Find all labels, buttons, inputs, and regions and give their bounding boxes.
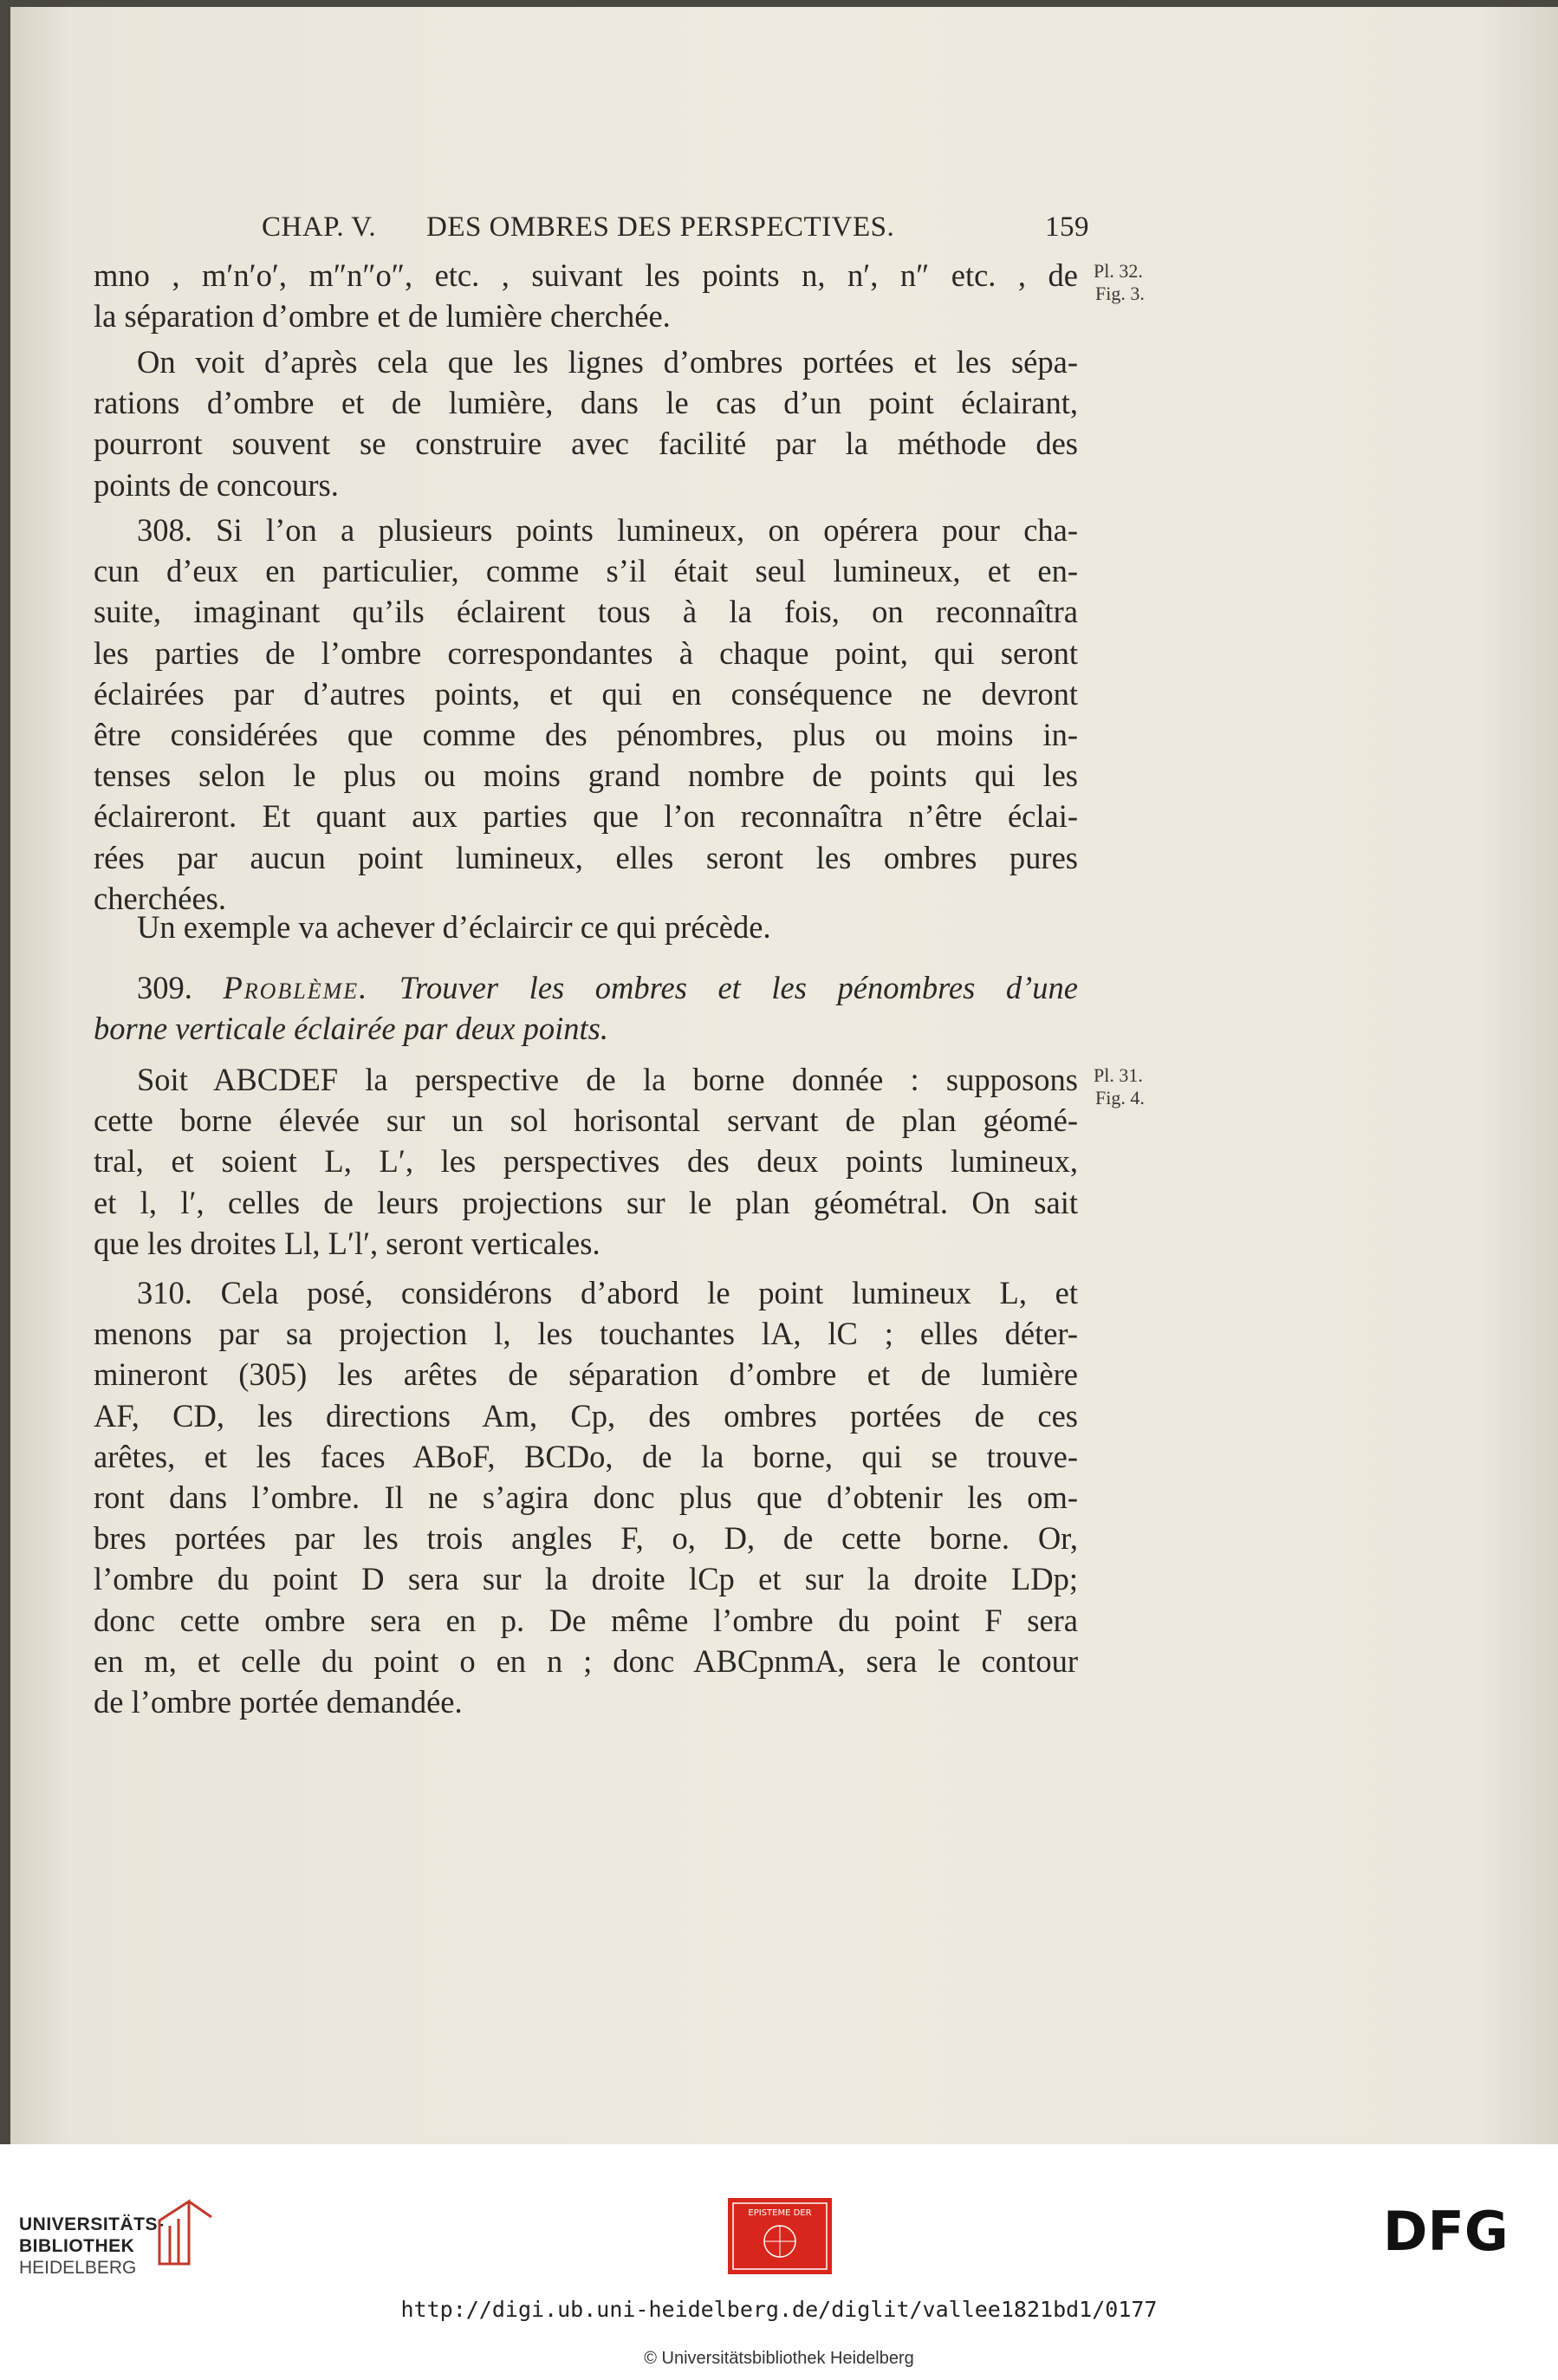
problem-statement-2: borne verticale éclairée par deux points.: [94, 1011, 608, 1047]
text-line: de l’ombre portée demandée.: [94, 1683, 463, 1720]
permalink-url[interactable]: http://digi.ub.uni-heidelberg.de/diglit/vallee1821bd1/0177: [400, 2297, 1158, 2322]
running-head: [262, 211, 1089, 251]
episteme-logo[interactable]: [728, 2198, 832, 2274]
text-line: suite, imaginant qu’ils éclairent tous à la fois, on reconnaîtra: [94, 594, 1078, 630]
text-line: éclaireront. Et quant aux parties que l’on reconnaîtra n’être éclai-: [94, 798, 1078, 835]
library-line-3: HEIDELBERG: [19, 2258, 137, 2278]
paragraph-soit: [94, 1059, 1078, 1264]
paragraph-continuation: [94, 255, 1078, 336]
copyright-notice: © Universitätsbibliothek Heidelberg: [644, 2349, 914, 2368]
text-line: On voit d’après cela que les lignes d’ombres portées et les sépa-: [137, 344, 1078, 380]
text-line: éclairées par d’autres points, et qui en conséquence ne devront: [94, 675, 1078, 712]
text-line: être considérées que comme des pénombres, plus ou moins in-: [94, 716, 1078, 752]
text-line: ront dans l’ombre. Il ne s’agira donc plus que d’obtenir les om-: [94, 1479, 1078, 1515]
chapter-label: CHAP. V.: [262, 211, 377, 243]
dfg-logo-icon: [1383, 2205, 1537, 2257]
problem-number: 309.: [137, 970, 192, 1005]
margin-figure: Fig. 3.: [1095, 283, 1145, 304]
text-line: points de concours.: [94, 466, 339, 503]
viewer-footer: [0, 2144, 1558, 2380]
paragraph-309-problem: [94, 967, 1078, 1049]
text-line: mineront (305) les arêtes de séparation d’ombre et de lumière: [94, 1356, 1078, 1393]
text-line: 310. Cela posé, considérons d’abord le point lumineux L, et: [137, 1275, 1078, 1310]
paragraph-310: [94, 1272, 1078, 1722]
text-line: tenses selon le plus ou moins grand nombre de points qui les: [94, 758, 1078, 794]
text-line: menons par sa projection l, les touchantes lA, lC ; elles déter-: [94, 1316, 1078, 1352]
text-line: donc cette ombre sera en p. De même l’ombre du point F sera: [94, 1602, 1078, 1638]
text-line: l’ombre du point D sera sur la droite lCp et sur la droite LDp;: [94, 1561, 1078, 1597]
paragraph-example: [94, 907, 1078, 947]
text-line: mno , m′n′o′, m″n″o″, etc. , suivant les points n, n′, n″ etc. , de: [94, 257, 1078, 293]
library-logo-icon: [154, 2195, 217, 2271]
library-name[interactable]: [19, 2214, 165, 2279]
text-line: cette borne élevée sur un sol horisontal servant de plan géomé-: [94, 1102, 1078, 1139]
text-line: arêtes, et les faces ABoF, BCDo, de la borne, qui se trouve-: [94, 1438, 1078, 1474]
chapter-title: DES OMBRES DES PERSPECTIVES.: [426, 211, 895, 243]
margin-note-1: [1094, 260, 1145, 305]
text-line: [94, 967, 1078, 1008]
paragraph-307: [94, 341, 1078, 505]
library-line-2: BIBLIOTHEK: [19, 2236, 135, 2256]
text-line: Soit ABCDEF la perspective de la borne donnée : supposons: [137, 1062, 1078, 1097]
problem-label: Problème.: [223, 970, 369, 1005]
episteme-label: EPISTEME DER: [748, 2208, 812, 2218]
text-line: bres portées par les trois angles F, o, D, de cette borne. Or,: [94, 1520, 1078, 1557]
text-line: 308. Si l’on a plusieurs points lumineux, on opérera pour cha-: [137, 512, 1078, 548]
page-number: 159: [1045, 211, 1089, 243]
text-line: en m, et celle du point o en n ; donc ABCpnmA, sera le contour: [94, 1642, 1078, 1679]
margin-figure: Fig. 4.: [1095, 1087, 1145, 1109]
margin-note-2: [1094, 1064, 1145, 1109]
text-line: cherchées.: [94, 880, 226, 916]
text-line: rations d’ombre et de lumière, dans le cas d’un point éclairant,: [94, 385, 1078, 421]
dfg-label: DFG: [1383, 2205, 1509, 2257]
text-line: la séparation d’ombre et de lumière cherchée.: [94, 298, 671, 335]
text-line: rées par aucun point lumineux, elles seront les ombres pures: [94, 839, 1078, 875]
text-line: cun d’eux en particulier, comme s’il était seul lumineux, et en-: [94, 553, 1078, 589]
text-line: pourront souvent se construire avec facilité par la méthode des: [94, 426, 1078, 462]
margin-plate: Pl. 32.: [1094, 260, 1143, 282]
text-line: et l, l′, celles de leurs projections sur le plan géométral. On sait: [94, 1184, 1078, 1220]
paragraph-308: [94, 510, 1078, 919]
text-line: que les droites Ll, L′l′, seront verticales.: [94, 1225, 600, 1261]
text-line: tral, et soient L, L′, les perspectives des deux points lumineux,: [94, 1143, 1078, 1180]
problem-statement-1: Trouver les ombres et les pénombres d’une: [399, 970, 1079, 1005]
library-line-1: UNIVERSITÄTS-: [19, 2214, 165, 2234]
text-line: les parties de l’ombre correspondantes à chaque point, qui seront: [94, 634, 1078, 671]
text-line: Un exemple va achever d’éclaircir ce qui précède.: [137, 909, 771, 945]
episteme-logo-icon: [728, 2198, 832, 2274]
text-line: AF, CD, les directions Am, Cp, des ombres portées de ces: [94, 1397, 1078, 1434]
margin-plate: Pl. 31.: [1094, 1064, 1143, 1086]
